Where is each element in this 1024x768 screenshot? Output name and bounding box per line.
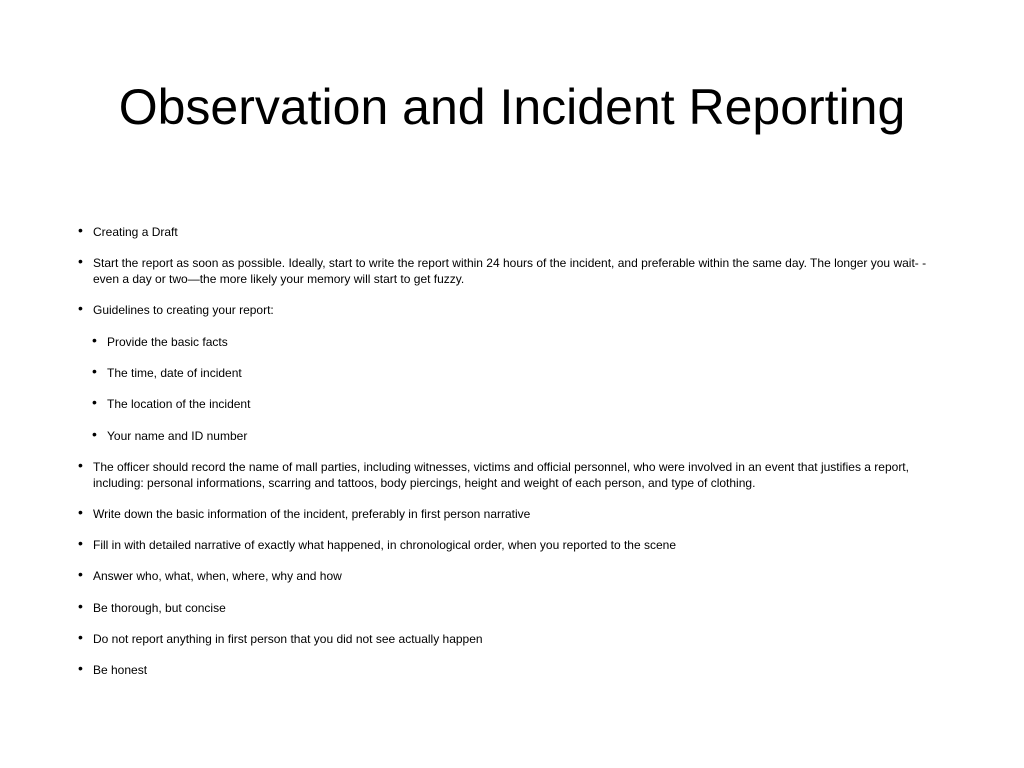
bullet-icon: •: [78, 535, 83, 551]
bullet-icon: •: [78, 300, 83, 316]
slide-title: Observation and Incident Reporting: [118, 79, 906, 135]
bullet-icon: •: [78, 598, 83, 614]
bullet-item: [78, 629, 953, 648]
bullet-text: The location of the incident: [107, 397, 251, 411]
bullet-icon: •: [92, 426, 97, 442]
bullet-text: Creating a Draft: [93, 225, 178, 239]
bullet-item: [78, 598, 953, 617]
bullet-icon: •: [78, 457, 83, 473]
bullet-item: [78, 222, 953, 241]
bullet-icon: •: [78, 253, 83, 269]
bullet-text: Provide the basic facts: [107, 335, 228, 349]
bullet-text: Your name and ID number: [107, 429, 248, 443]
bullet-text: Be thorough, but concise: [93, 601, 226, 615]
bullet-text: Fill in with detailed narrative of exactly what happened, in chronological order, when you reported to the scene: [93, 538, 677, 552]
bullet-item: [78, 253, 953, 287]
bullet-text: Start the report as soon as possible. Ideally, start to write the report within 24 hours of the incident, and preferable within the same day. The longer you wait- - even a day or two—the more likely your memory will start to get fuzzy.: [93, 256, 927, 286]
sub-bullet-item: [92, 394, 947, 413]
bullet-text: Write down the basic information of the incident, preferably in first person narrative: [93, 507, 531, 521]
bullet-text: The officer should record the name of mall parties, including witnesses, victims and official personnel, who were involved in an event that justifies a report, including: personal informations, scarring and tattoos, body piercings, height and weight of each person, and type of clothing.: [93, 460, 909, 490]
bullet-item: [78, 457, 953, 491]
bullet-text: The time, date of incident: [107, 366, 242, 380]
bullet-text: Do not report anything in first person that you did not see actually happen: [93, 632, 483, 646]
bullet-text: Answer who, what, when, where, why and how: [93, 569, 342, 583]
bullet-text: Be honest: [93, 663, 148, 677]
bullet-icon: •: [78, 566, 83, 582]
bullet-item: [78, 504, 953, 523]
bullet-icon: •: [92, 363, 97, 379]
bullet-icon: •: [78, 504, 83, 520]
bullet-icon: •: [92, 394, 97, 410]
bullet-item: [78, 300, 953, 319]
sub-bullet-item: [92, 363, 947, 382]
bullet-item: [78, 566, 953, 585]
sub-bullet-item: [92, 426, 947, 445]
bullet-icon: •: [78, 222, 83, 238]
sub-bullet-item: [92, 332, 947, 351]
bullet-item: [78, 535, 953, 554]
bullet-text: Guidelines to creating your report:: [93, 303, 274, 317]
bullet-item: [78, 660, 953, 679]
bullet-icon: •: [92, 332, 97, 348]
bullet-icon: •: [78, 660, 83, 676]
bullet-icon: •: [78, 629, 83, 645]
